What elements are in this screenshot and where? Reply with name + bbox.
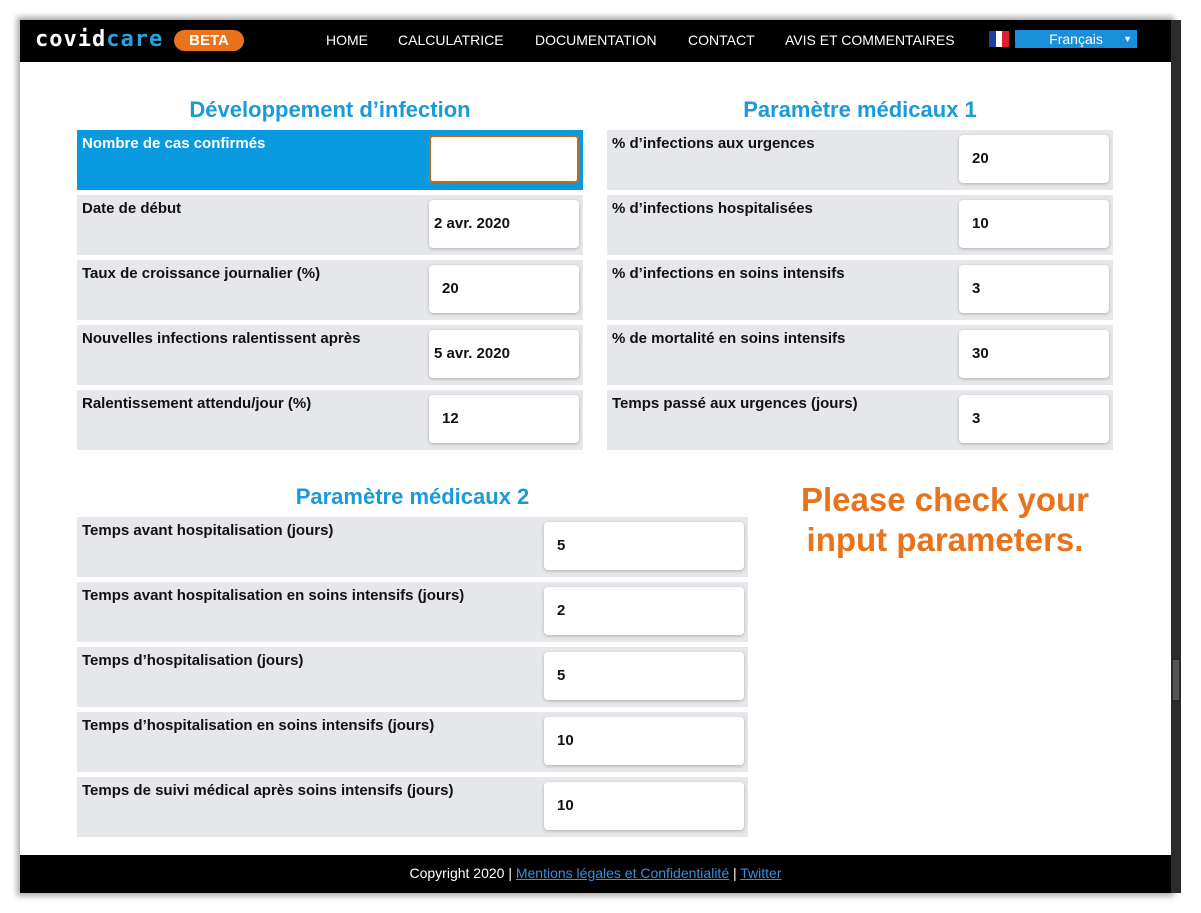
row-hospitalization-time — [77, 647, 748, 707]
nav-contact[interactable]: CONTACT — [688, 32, 755, 48]
er-infections-input[interactable]: 20 — [959, 135, 1109, 183]
field-label: % d’infections aux urgences — [612, 135, 815, 152]
app-window — [20, 20, 1171, 893]
icu-infections-input[interactable]: 3 — [959, 265, 1109, 313]
footer — [20, 855, 1171, 893]
legal-link[interactable]: Mentions légales et Confidentialité — [515, 865, 730, 881]
field-label: Temps d’hospitalisation (jours) — [82, 652, 304, 669]
language-select[interactable] — [1015, 30, 1137, 48]
growth-rate-input[interactable]: 20 — [429, 265, 579, 313]
french-flag-icon — [989, 31, 1009, 47]
row-icu-mortality — [607, 325, 1113, 385]
row-confirmed-cases — [77, 130, 583, 190]
field-label: Temps de suivi médical après soins intensifs (jours) — [82, 782, 454, 799]
time-before-icu-input[interactable]: 2 — [544, 587, 744, 635]
row-hospitalized-infections — [607, 195, 1113, 255]
er-time-input[interactable]: 3 — [959, 395, 1109, 443]
field-label: % d’infections hospitalisées — [612, 200, 813, 217]
followup-time-input[interactable]: 10 — [544, 782, 744, 830]
row-start-date — [77, 195, 583, 255]
icu-mortality-input[interactable]: 30 — [959, 330, 1109, 378]
field-label: Date de début — [82, 200, 182, 217]
row-time-before-icu — [77, 582, 748, 642]
field-label: Temps avant hospitalisation (jours) — [82, 522, 334, 539]
language-select-value: Français — [1049, 31, 1103, 47]
field-label: Ralentissement attendu/jour (%) — [82, 395, 312, 412]
field-label: Nombre de cas confirmés — [82, 135, 266, 152]
row-icu-infections — [607, 260, 1113, 320]
section-title-medical-1: Paramètre médicaux 1 — [743, 97, 977, 122]
nav-documentation[interactable]: DOCUMENTATION — [535, 32, 657, 48]
field-label: Temps d’hospitalisation en soins intensifs (jours) — [82, 717, 435, 734]
time-before-hospitalization-input[interactable]: 5 — [544, 522, 744, 570]
nav-avis-commentaires[interactable]: AVIS ET COMMENTAIRES — [785, 32, 955, 48]
icu-time-input[interactable]: 10 — [544, 717, 744, 765]
field-label: % de mortalité en soins intensifs — [612, 330, 846, 347]
dropdown-arrow-icon: ▼ — [1123, 34, 1132, 44]
scrollbar[interactable] — [1171, 20, 1181, 893]
row-er-infections — [607, 130, 1113, 190]
copyright-text: Copyright 2020 | — [409, 865, 512, 881]
start-date-input[interactable]: 2 avr. 2020 — [429, 200, 579, 248]
logo-text-covid: covid — [35, 27, 107, 52]
field-label: Temps passé aux urgences (jours) — [612, 395, 858, 412]
hospitalization-time-input[interactable]: 5 — [544, 652, 744, 700]
scrollbar-thumb[interactable] — [1173, 660, 1179, 700]
hospitalized-infections-input[interactable]: 10 — [959, 200, 1109, 248]
row-time-before-hospitalization — [77, 517, 748, 577]
field-label: Taux de croissance journalier (%) — [82, 265, 321, 282]
field-label: Nouvelles infections ralentissent après — [82, 330, 361, 347]
field-label: Temps avant hospitalisation en soins intensifs (jours) — [82, 587, 465, 604]
twitter-link[interactable]: Twitter — [740, 865, 782, 881]
footer-separator: | — [733, 865, 737, 881]
row-er-time — [607, 390, 1113, 450]
row-growth-rate — [77, 260, 583, 320]
nav-home[interactable]: HOME — [326, 32, 368, 48]
logo-text-care: care — [106, 27, 164, 52]
section-title-medical-2: Paramètre médicaux 2 — [295, 484, 530, 509]
nav-calculatrice[interactable]: CALCULATRICE — [398, 32, 504, 48]
expected-slowdown-input[interactable]: 12 — [429, 395, 579, 443]
navbar — [20, 20, 1171, 62]
row-followup-time — [77, 777, 748, 837]
section-title-infection: Développement d’infection — [189, 97, 471, 122]
field-label: % d’infections en soins intensifs — [612, 265, 845, 282]
slowdown-date-input[interactable]: 5 avr. 2020 — [429, 330, 579, 378]
logo[interactable] — [35, 28, 163, 52]
confirmed-cases-input[interactable] — [429, 135, 579, 183]
beta-badge: BETA — [174, 30, 244, 51]
row-slowdown-date — [77, 325, 583, 385]
row-icu-time — [77, 712, 748, 772]
input-warning-message: Please check your input parameters. — [800, 481, 1089, 558]
row-expected-slowdown — [77, 390, 583, 450]
